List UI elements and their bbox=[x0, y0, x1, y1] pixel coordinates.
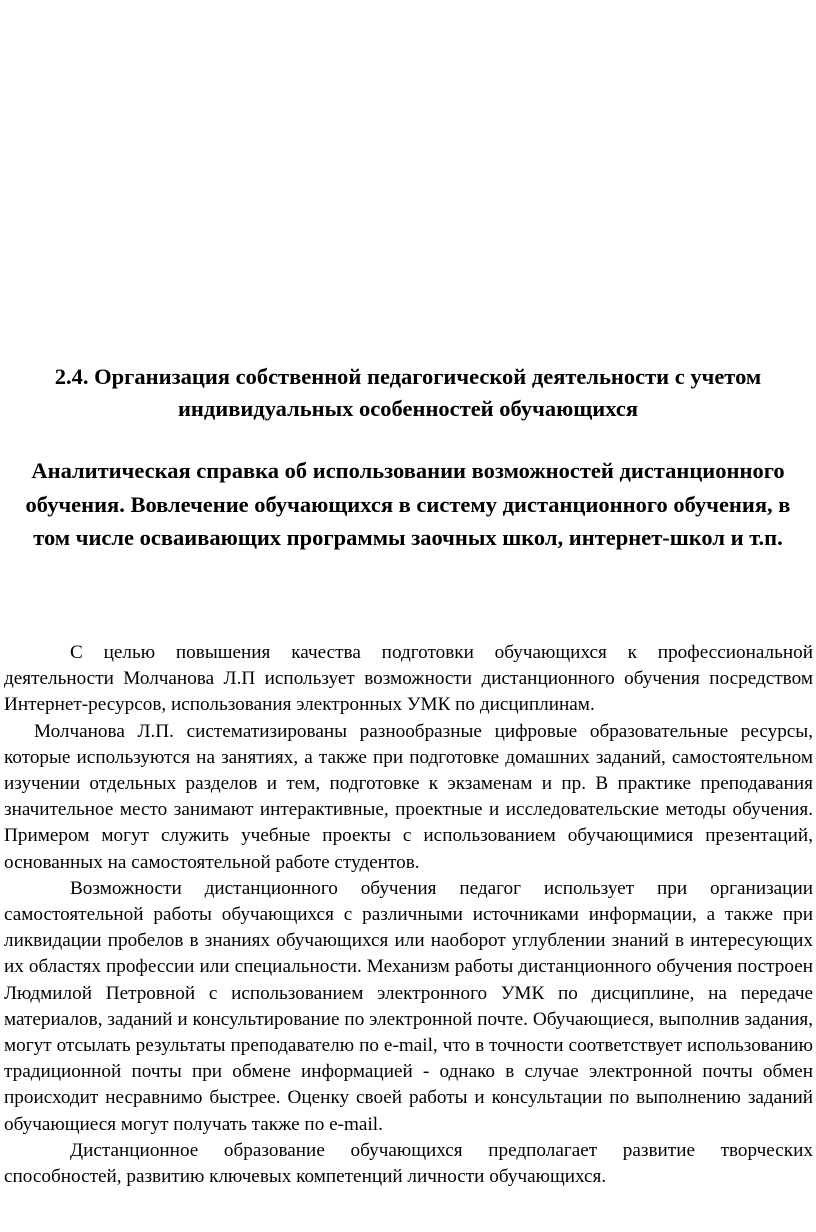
paragraph-distance-learning: Возможности дистанционного обучения педагог использует при организации самостоятельной работы обучающихся с различными источниками информации, а также при ликвидации пробелов в знаниях обучающихся или наоборот углублении знаний в интересующих их областях профессии или специальности. Механизм работы дистанционного обучения построен Людмилой Петровной с использованием электронного УМК по дисциплине, на передаче материалов, заданий и консультирование по электронной почте. Обучающиеся, выполнив задания, могут отсылать результаты преподавателю по e-mail, что в точности соответствует использованию традиционной почты при обмене информацией - однако в случае электронной почты обмен происходит несравнимо быстрее. Оценку своей работы и консультации по выполнению заданий обучающиеся могут получать также по e-mail. bbox=[4, 877, 813, 1135]
section-title: 2.4. Организация собственной педагогической деятельности с учетом индивидуальных особенностей обучающихся bbox=[54, 364, 762, 421]
paragraph-resources: Молчанова Л.П. систематизированы разнообразные цифровые образовательные ресурсы, которые используются на занятиях, а также при подготовке домашних заданий, самостоятельном изучении отдельных разделов и тем, подготовке к экзаменам и пр. В практике преподавания значительное место занимают интерактивные, проектные и исследовательские методы обучения. Примером могут служить учебные проекты с использованием обучающимися презентаций, основанных на самостоятельной работе студентов. bbox=[4, 720, 813, 873]
paragraph-conclusion: Дистанционное образование обучающихся предполагает развитие творческих способностей, развитию ключевых компетенций личности обучающихся. bbox=[4, 1139, 813, 1188]
report-subtitle: Аналитическая справка об использовании возможностей дистанционного обучения. Вовлечение обучающихся в систему дистанционного обучения, в том числе осваивающих программы заочных школ, интернет-школ и т.п. bbox=[25, 458, 791, 550]
paragraph-intro: С целью повышения качества подготовки обучающихся к профессиональной деятельности Молчанова Л.П использует возможности дистанционного обучения посредством Интернет-ресурсов, использования электронных УМК по дисциплинам. bbox=[4, 642, 813, 716]
body-text bbox=[4, 640, 813, 1190]
